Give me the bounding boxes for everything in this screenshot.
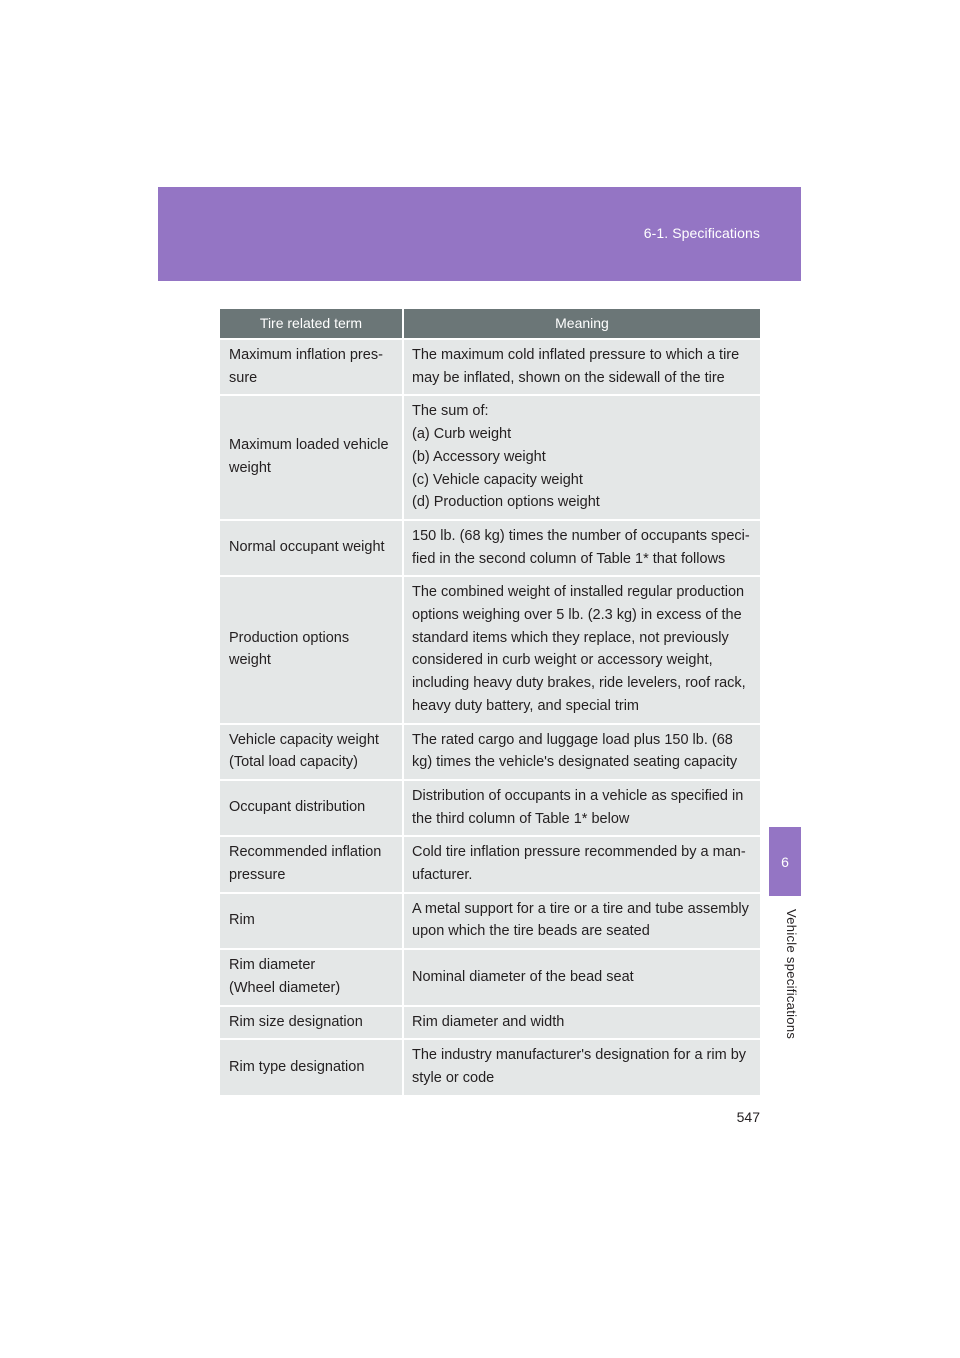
meaning-text: The maximum cold inflated pressure to which a tire <box>412 347 740 363</box>
page-number: 547 <box>736 1109 760 1125</box>
chapter-tab[interactable] <box>769 827 801 896</box>
term-text: Production options <box>229 629 350 646</box>
term-cell <box>220 780 403 836</box>
term-cell <box>220 836 403 892</box>
meaning-text: The industry manufacturer's designation for a rim by <box>412 1047 747 1064</box>
meaning-text: Rim diameter and width <box>412 1013 565 1030</box>
table-row <box>220 780 760 836</box>
meaning-text: The sum of: <box>412 403 489 420</box>
table-row <box>220 949 760 1005</box>
table-row <box>220 836 760 892</box>
table-row <box>220 520 760 576</box>
meaning-text: ufacturer. <box>412 867 473 884</box>
meaning-text: (a) Curb weight <box>412 426 512 443</box>
header-band <box>158 187 801 281</box>
meaning-text: Cold tire inflation pressure recommended by a man- <box>412 844 746 861</box>
term-cell <box>220 893 403 949</box>
column-header-meaning: Meaning <box>403 309 760 339</box>
table-row <box>220 339 760 395</box>
meaning-text: may be inflated, shown on the sidewall of the tire <box>412 369 725 386</box>
term-cell <box>220 1039 403 1094</box>
meaning-text: style or code <box>412 1069 495 1086</box>
term-cell <box>220 724 403 780</box>
term-cell <box>220 339 403 395</box>
term-text: Recommended inflation <box>229 844 382 861</box>
term-cell <box>220 576 403 723</box>
term-cell <box>220 1006 403 1040</box>
meaning-text: fied in the second column of Table 1* that follows <box>412 550 726 567</box>
meaning-text: kg) times the vehicle's designated seating capacity <box>412 754 738 771</box>
meaning-cell <box>403 780 760 836</box>
meaning-text: (c) Vehicle capacity weight <box>412 471 583 488</box>
term-text: Occupant distribution <box>229 799 366 816</box>
term-text: sure <box>229 369 258 386</box>
chapter-label: Vehicle specifications <box>784 908 799 1040</box>
term-text: weight <box>229 652 271 669</box>
meaning-text: The rated cargo and luggage load plus 150 lb. (68 <box>412 731 733 748</box>
term-text: Maximum loaded vehicle <box>229 437 389 454</box>
meaning-cell <box>403 576 760 723</box>
term-cell <box>220 949 403 1005</box>
term-text: Maximum inflation pres- <box>229 347 383 363</box>
meaning-text: Nominal diameter of the bead seat <box>412 968 634 985</box>
meaning-cell <box>403 949 760 1005</box>
meaning-text: the third column of Table 1* below <box>412 810 630 827</box>
meaning-text: The combined weight of installed regular production <box>412 584 745 601</box>
tire-terms-table <box>220 309 760 1095</box>
table-row <box>220 724 760 780</box>
table-header-row <box>220 309 760 339</box>
meaning-text: (b) Accessory weight <box>412 448 546 465</box>
term-text: Vehicle capacity weight <box>229 731 379 748</box>
table-row <box>220 395 760 520</box>
term-text: Normal occupant weight <box>229 539 385 556</box>
column-header-term: Tire related term <box>220 309 403 339</box>
term-text: pressure <box>229 867 286 884</box>
meaning-text: (d) Production options weight <box>412 494 600 511</box>
term-cell <box>220 395 403 520</box>
meaning-cell <box>403 836 760 892</box>
term-text: Rim <box>229 912 255 929</box>
meaning-cell <box>403 339 760 395</box>
meaning-cell <box>403 1039 760 1094</box>
meaning-text: heavy duty battery, and special trim <box>412 697 640 714</box>
term-cell <box>220 520 403 576</box>
meaning-cell <box>403 724 760 780</box>
meaning-text: Distribution of occupants in a vehicle as specified in <box>412 787 744 804</box>
meaning-text: standard items which they replace, not previously <box>412 629 729 646</box>
meaning-text: 150 lb. (68 kg) times the number of occupants speci- <box>412 527 750 544</box>
meaning-cell <box>403 520 760 576</box>
term-text: weight <box>229 460 271 477</box>
table-body <box>220 339 760 1095</box>
table-row <box>220 893 760 949</box>
meaning-cell <box>403 893 760 949</box>
term-text: (Wheel diameter) <box>229 979 341 996</box>
meaning-cell <box>403 1006 760 1040</box>
meaning-text: considered in curb weight or accessory weight, <box>412 652 713 669</box>
term-text: (Total load capacity) <box>229 754 358 771</box>
meaning-text: A metal support for a tire or a tire and tube assembly <box>412 900 749 917</box>
table-row <box>220 1039 760 1094</box>
section-title: 6-1. Specifications <box>643 225 760 241</box>
chapter-number: 6 <box>781 853 789 870</box>
term-text: Rim size designation <box>229 1013 363 1030</box>
meaning-text: upon which the tire beads are seated <box>412 923 650 940</box>
meaning-text: including heavy duty brakes, ride levelers, roof rack, <box>412 675 746 692</box>
table-row <box>220 1006 760 1040</box>
table-row <box>220 576 760 723</box>
term-text: Rim diameter <box>229 957 316 974</box>
term-text: Rim type designation <box>229 1058 365 1075</box>
meaning-text: options weighing over 5 lb. (2.3 kg) in excess of the <box>412 607 742 624</box>
meaning-cell <box>403 395 760 520</box>
